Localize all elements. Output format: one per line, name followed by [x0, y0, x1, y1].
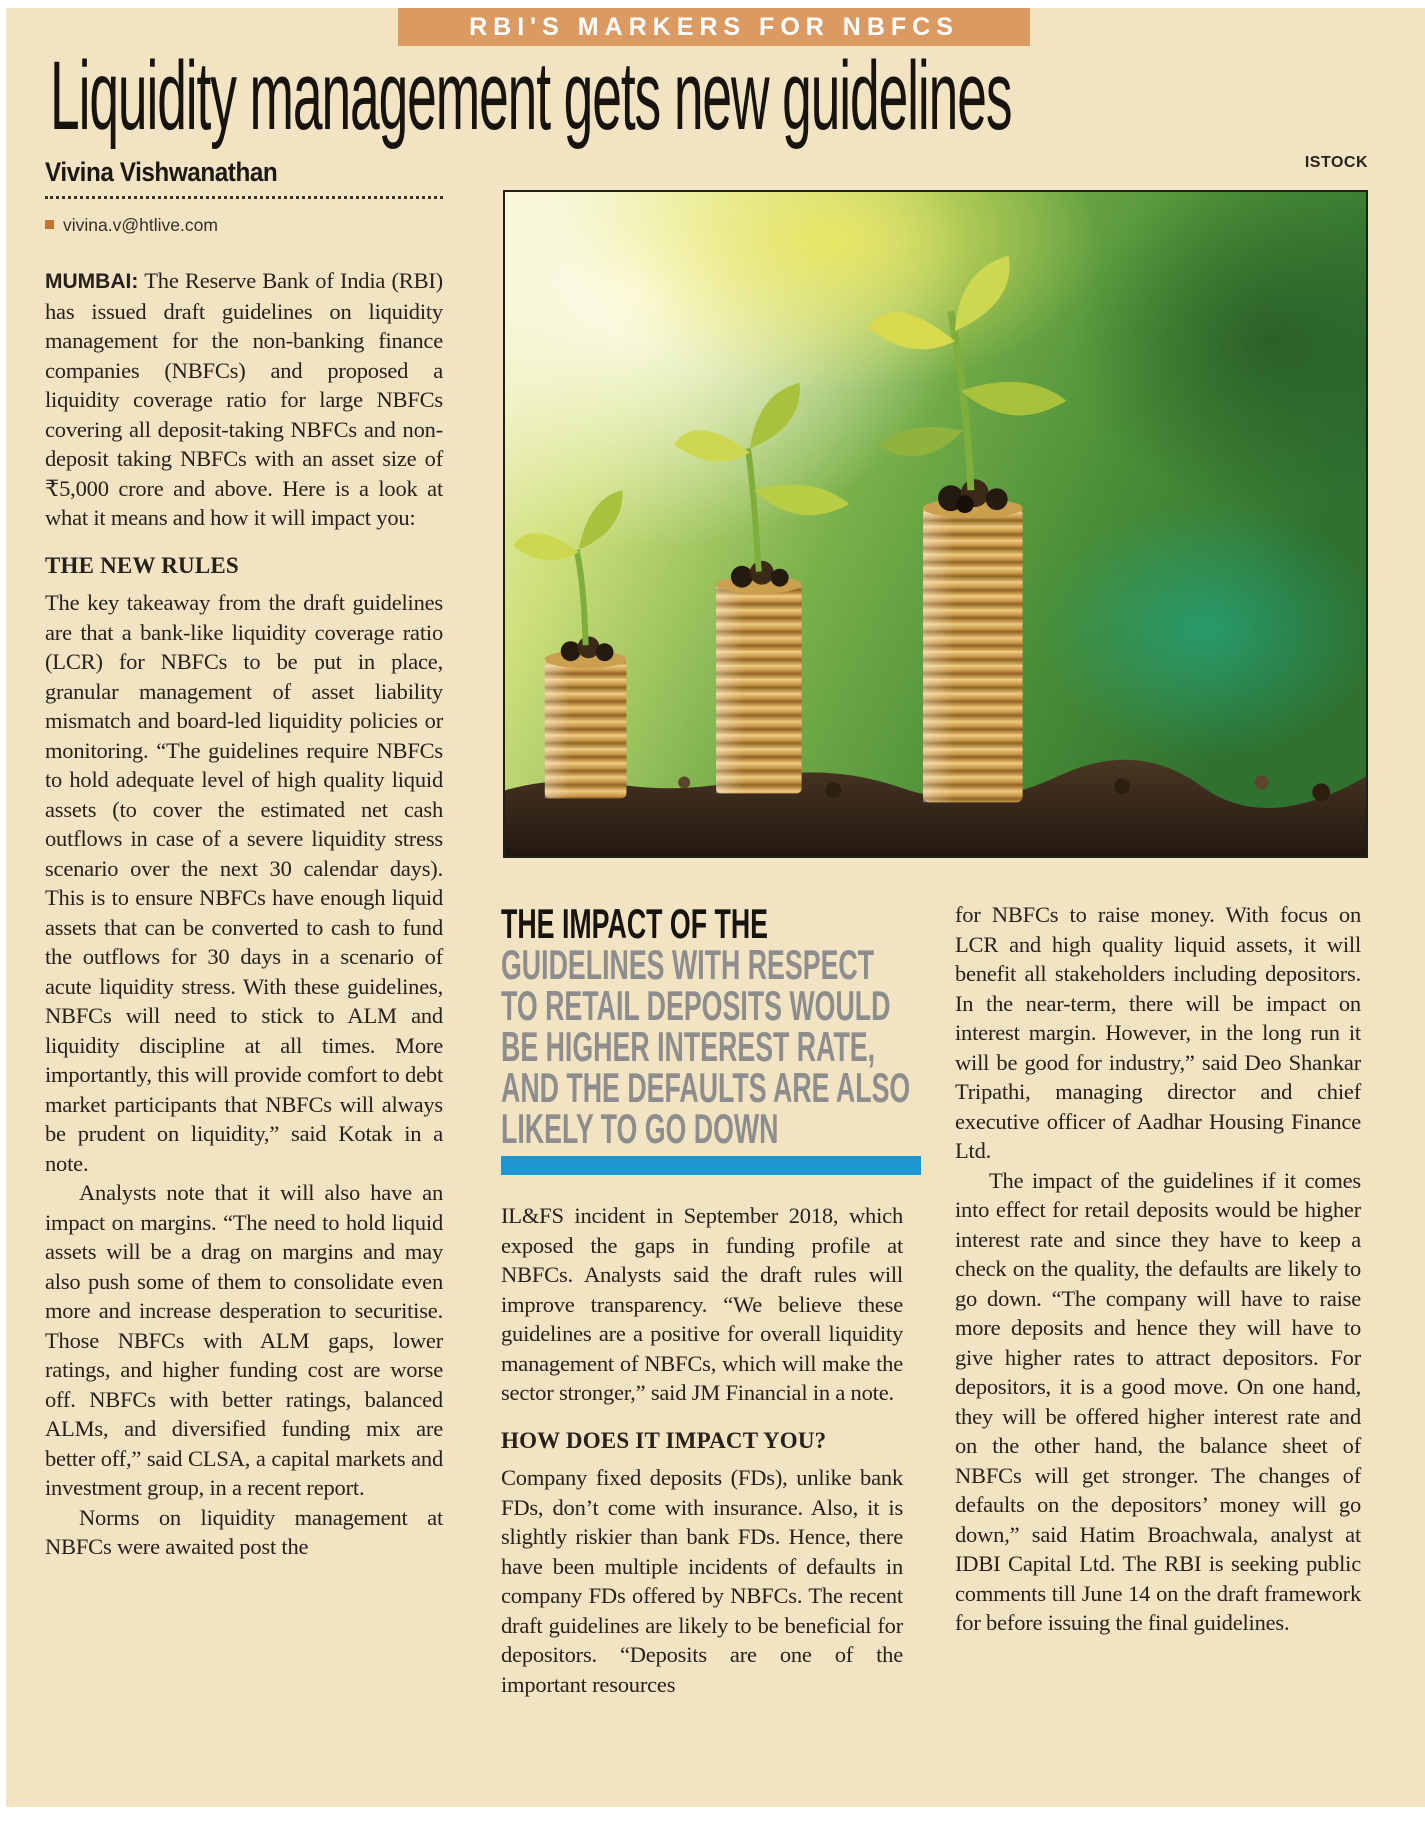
pull-quote-line: THE IMPACT OF THE: [501, 900, 769, 947]
kicker-label: RBI'S MARKERS FOR NBFCS: [469, 13, 959, 41]
subhead-new-rules: THE NEW RULES: [45, 552, 239, 578]
subhead-how-does-it-impact: HOW DOES IT IMPACT YOU?: [501, 1427, 827, 1453]
body-paragraph: Analysts note that it will also have an impact on margins. “The need to hold liquid assets will be a drag on margins and may also push some of them to consolidate even more and increase desperation to securitise. Those NBFCs with ALM gaps, lower ratings, and higher funding cost are worse off. NBFCs with better ratings, balanced ALMs, and diversified funding mix are better off,” said CLSA, a capital markets and investment group, in a recent report.: [45, 1180, 443, 1500]
body-paragraph: IL&FS incident in September 2018, which exposed the gaps in funding profile at NBFCs. Analysts said the draft rules will improve transparency. “We believe these guidelines are a positive for overall liquidity management of NBFCs, which will make the sector stronger,” said JM Financial in a note.: [501, 1203, 903, 1405]
body-paragraph: for NBFCs to raise money. With focus on LCR and high quality liquid assets, it will benefit all stakeholders including depositors. In the near-term, there will be impact on interest margin. However, in the long run it will be good for industry,” said Deo Shankar Tripathi, managing director and chief executive officer of Aadhar Housing Finance Ltd.: [955, 902, 1361, 1163]
dateline: MUMBAI:: [45, 270, 139, 293]
pull-quote-line: BE HIGHER INTEREST RATE,: [501, 1023, 876, 1070]
pull-quote-line: GUIDELINES WITH RESPECT: [501, 941, 875, 988]
pull-quote-line: AND THE DEFAULTS ARE ALSO: [501, 1064, 911, 1111]
column-2: [501, 900, 921, 1699]
pull-quote-line: LIKELY TO GO DOWN: [501, 1105, 779, 1152]
lead-text: The Reserve Bank of India (RBI) has issued draft guidelines on liquidity management for the non-banking finance companies (NBFCs) and proposed a liquidity coverage ratio for large NBFCs covering all deposit-taking NBFCs and non-deposit taking NBFCs with an asset size of ₹5,000 crore and above. Here is a look at what it means and how it will impact you:: [45, 268, 443, 530]
headline: Liquidity management gets new guidelines: [50, 41, 1012, 150]
byline-email-text: vivina.v@htlive.com: [63, 214, 218, 235]
byline-rule: [45, 196, 443, 199]
pull-quote-line: TO RETAIL DEPOSITS WOULD: [501, 982, 891, 1029]
photo-illustration: [505, 192, 1366, 856]
column-1: [45, 158, 443, 1562]
article-photo: [503, 190, 1368, 858]
column-3: [955, 900, 1361, 1638]
body-paragraph: The key takeaway from the draft guidelines are that a bank-like liquidity coverage ratio (LCR) for NBFCs to be put in place, granular management of asset liability mismatch and board-led liquidity policies or monitoring. “The guidelines require NBFCs to hold adequate level of high quality liquid assets (to cover the estimated net cash outflows in case of a severe liquidity stress scenario over the next 30 calendar days). This is to ensure NBFCs have enough liquid assets that can be converted to cash to fund the outflows for 30 days in a scenario of acute liquidity stress. With these guidelines, NBFCs will need to stick to ALM and liquidity discipline at all times. More importantly, this will provide comfort to debt market participants that NBFCs will always be prudent on liquidity,” said Kotak in a note.: [45, 590, 443, 1176]
pull-quote-underline-bar: [501, 1156, 921, 1175]
body-paragraph: Norms on liquidity management at NBFCs were awaited post the: [45, 1504, 443, 1559]
pull-quote: [501, 900, 921, 1152]
photo-credit: ISTOCK: [1304, 154, 1368, 171]
byline-author: Vivina Vishwanathan: [45, 157, 278, 187]
body-paragraph: [45, 266, 443, 533]
body-paragraph: The impact of the guidelines if it comes into effect for retail deposits would be higher interest rate and since they have to keep a check on the quality, the defaults are likely to go down. “The company will have to raise more deposits and hence they will have to give higher rates to attract depositors. For depositors, it is a good move. On one hand, they will be offered higher interest rate and on the other hand, the balance sheet of NBFCs will get stronger. The changes of defaults on the depositors’ money will go down,” said Hatim Broachwala, analyst at IDBI Capital Ltd. The RBI is seeking public comments till June 14 on the draft framework for before issuing the final guidelines.: [955, 1167, 1361, 1635]
bullet-square-icon: [45, 220, 54, 229]
byline-email: [45, 211, 443, 241]
body-paragraph: Company fixed deposits (FDs), unlike bank FDs, don’t come with insurance. Also, it is slightly riskier than bank FDs. Hence, there have been multiple incidents of defaults in company FDs offered by NBFCs. The recent draft guidelines are likely to be beneficial for depositors. “Deposits are one of the important resources: [501, 1465, 903, 1697]
